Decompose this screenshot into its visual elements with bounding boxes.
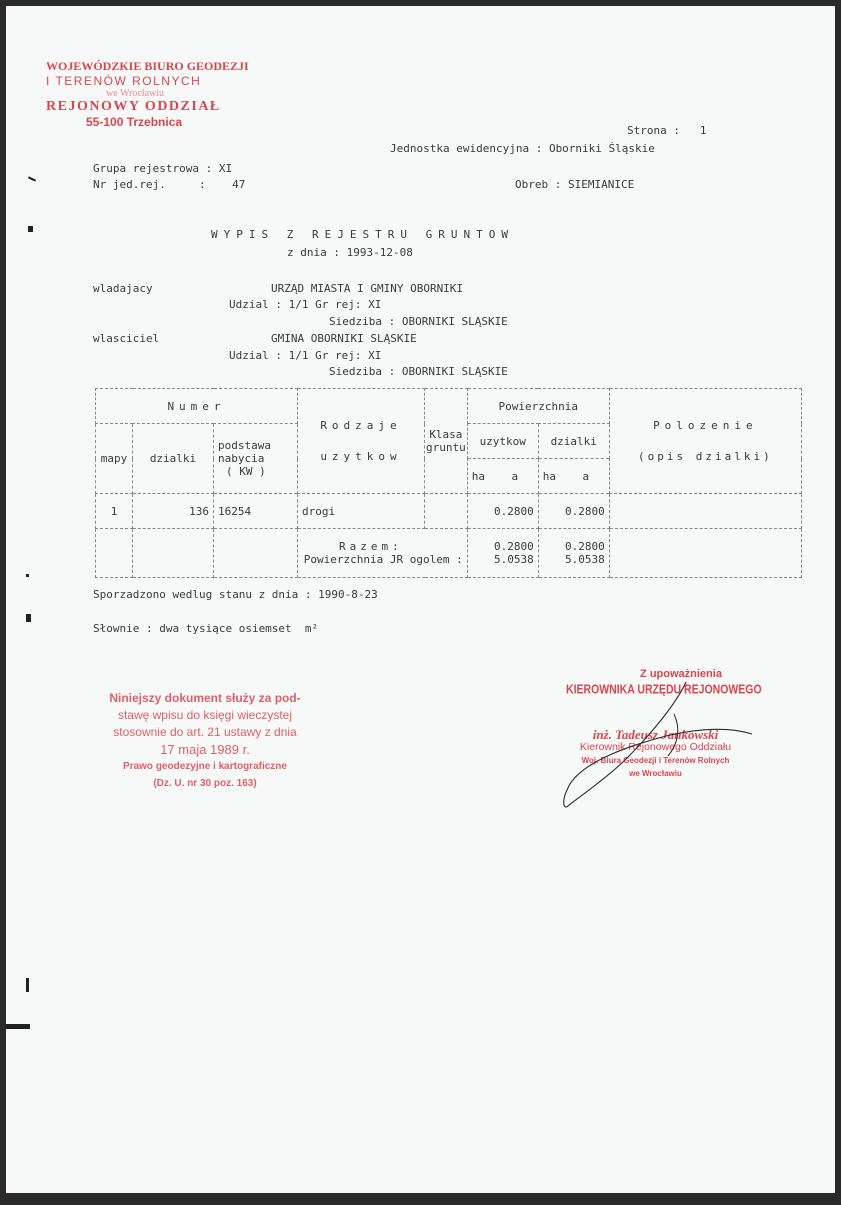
cell-klasa (425, 494, 468, 529)
owner-share: Udzial : 1/1 Gr rej: XI (229, 349, 382, 362)
document-title: WYPIS Z REJESTRU GRUNTOW (211, 228, 514, 241)
scan-mark (28, 226, 33, 232)
owner-name: GMINA OBORNIKI SLĄSKIE (271, 332, 417, 345)
header-podstawa (214, 424, 298, 494)
totals-empty (96, 529, 133, 578)
scan-mark (26, 978, 29, 992)
document-page (6, 6, 835, 1193)
owner-share: Udzial : 1/1 Gr rej: XI (229, 298, 382, 311)
signatory-office: Woj. Biura Geodezji i Terenów Rolnych (581, 756, 730, 765)
cadastral-unit: Jednostka ewidencyjna : Oborniki Śląskie (390, 142, 655, 155)
legal-stamp-line2: stawę wpisu do księgi wieczystej (117, 708, 293, 722)
legal-stamp-line4: 17 maja 1989 r. (160, 742, 250, 757)
totals-ogolem-dzialki: 5.0538 (565, 553, 605, 566)
header-polozenie-opis (609, 389, 801, 494)
handwritten-signature (556, 674, 766, 814)
totals-empty (214, 529, 298, 578)
header-powierzchnia: Powierzchnia (467, 389, 609, 424)
header-ha-a-dzialki: ha a (538, 459, 609, 494)
totals-razem-label: Razem: (339, 540, 403, 553)
cell-polozenie (609, 494, 801, 529)
cell-dzialki: 136 (133, 494, 214, 529)
header-klasa: Klasa (429, 428, 463, 441)
totals-razem-uzytkow: 0.2800 (494, 540, 534, 553)
header-rodzaje-uzytkow (298, 389, 425, 494)
register-unit-number: Nr jed.rej. : 47 (93, 178, 246, 191)
legal-stamp-line5: Prawo geodezyjne i kartograficzne (123, 761, 287, 772)
cell-podstawa: 16254 (214, 494, 298, 529)
header-podstawa-2: nabycia (218, 452, 265, 465)
header-polozenie: Polozenie (653, 419, 758, 432)
scan-mark (26, 614, 31, 622)
totals-ogolem-uzytkow: 5.0538 (494, 553, 534, 566)
header-pow-dzialki: dzialki (538, 424, 609, 459)
totals-empty (133, 529, 214, 578)
auth-stamp-line1: Z upoważnienia (640, 668, 722, 680)
header-opis: (opis dzialki) (638, 450, 773, 463)
header-podstawa-3: ( KW ) (226, 465, 266, 478)
document-date: z dnia : 1993-12-08 (287, 246, 413, 259)
auth-stamp-line2: KIEROWNIKA URZĘDU REJONOWEGO (566, 682, 762, 698)
table-row (96, 494, 802, 529)
header-uzytkow: uzytkow (320, 450, 402, 463)
totals-uzytkow (467, 529, 538, 578)
totals-dzialki (538, 529, 609, 578)
office-stamp-line1: WOJEWÓDZKIE BIURO GEODEZJI (46, 59, 249, 73)
land-register-table (95, 388, 802, 578)
legal-stamp-line3: stosownie do art. 21 ustawy z dnia (113, 725, 297, 739)
header-numer: Numer (96, 389, 298, 424)
office-stamp-line4: REJONOWY ODDZIAŁ (46, 99, 221, 114)
signatory-city: we Wrocławiu (629, 769, 682, 778)
signatory-title: Kierownik Rejonowego Oddziału (579, 741, 732, 753)
header-pow-uzytkow: uzytkow (467, 424, 538, 459)
header-gruntu: gruntu (426, 441, 466, 454)
precinct: Obreb : SIEMIANICE (515, 178, 635, 191)
totals-ogolem-label: Powierzchnia JR ogolem : (303, 553, 463, 566)
owner-seat: Siedziba : OBORNIKI SLĄSKIE (329, 365, 508, 378)
area-in-words: Słownie : dwa tysiące osiemset m² (93, 622, 319, 635)
header-mapy: mapy (96, 424, 133, 494)
header-rodzaje: Rodzaje (320, 419, 402, 432)
header-podstawa-1: podstawa (218, 439, 271, 452)
register-group: Grupa rejestrowa : XI (93, 162, 233, 175)
cell-rodzaj: drogi (298, 494, 425, 529)
legal-stamp-line6: (Dz. U. nr 30 poz. 163) (153, 778, 257, 789)
totals-row (96, 529, 802, 578)
owner-role: wlasciciel (93, 332, 160, 345)
owner-name: URZĄD MIASTA I GMINY OBORNIKI (271, 282, 464, 295)
owner-role: wladajacy (93, 282, 153, 295)
cell-mapy: 1 (96, 494, 133, 529)
header-klasa-gruntu (425, 389, 468, 494)
cell-pow-dzialki: 0.2800 (538, 494, 609, 529)
header-ha-a-uzytkow: ha a (467, 459, 538, 494)
scan-mark (28, 176, 36, 181)
page-number: Strona : 1 (627, 124, 707, 137)
header-dzialki: dzialki (133, 424, 214, 494)
office-stamp-line2: I TERENÓW ROLNYCH (46, 74, 202, 88)
owner-seat: Siedziba : OBORNIKI SLĄSKIE (329, 315, 508, 328)
scan-mark (26, 574, 29, 577)
office-stamp-line5: 55-100 Trzebnica (86, 115, 183, 129)
totals-labels (298, 529, 468, 578)
office-stamp-line3: we Wrocławiu (106, 88, 165, 99)
office-stamp (46, 59, 249, 129)
state-date: Sporzadzono wedlug stanu z dnia : 1990-8-23 (93, 588, 378, 601)
signatory-name: inż. Tadeusz Jankowski (592, 727, 719, 742)
scan-mark (6, 1024, 30, 1029)
totals-empty (609, 529, 801, 578)
cell-pow-uzytkow: 0.2800 (467, 494, 538, 529)
legal-stamp-line1: Niniejszy dokument służy za pod- (109, 691, 301, 705)
totals-razem-dzialki: 0.2800 (565, 540, 605, 553)
legal-basis-stamp (70, 690, 340, 792)
